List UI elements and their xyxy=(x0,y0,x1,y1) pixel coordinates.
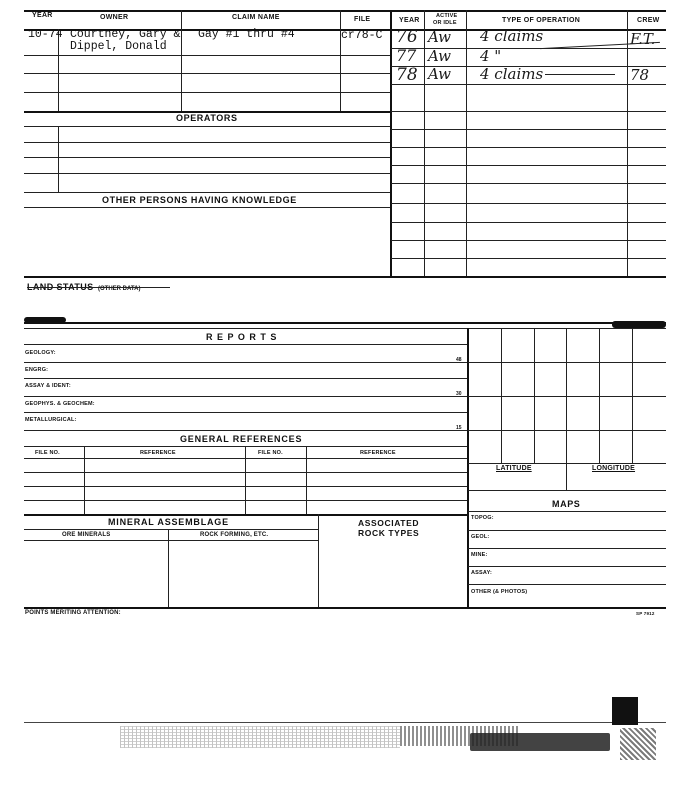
report-engrg-label: ENGRG: xyxy=(25,367,49,373)
activity-row xyxy=(391,240,666,241)
reports-title: R E P O R T S xyxy=(206,332,278,342)
grid-row xyxy=(468,396,666,397)
grid-row xyxy=(468,463,666,464)
land-status-underline xyxy=(27,287,170,288)
entry-1-year: 76 xyxy=(396,27,418,47)
grid-col xyxy=(566,328,567,490)
entry-3-year: 78 xyxy=(396,65,418,85)
entry-2-operation: 4 " xyxy=(480,47,502,65)
scan-dark-band xyxy=(470,733,610,751)
activity-row xyxy=(391,203,666,204)
report-metallurgical-label: METALLURGICAL: xyxy=(25,417,77,423)
entry-3-operation: 4 claims xyxy=(480,65,544,83)
assemblage-rule xyxy=(24,529,318,530)
grid-row xyxy=(468,362,666,363)
operators-row xyxy=(24,142,390,143)
report-geology-num: 48 xyxy=(456,357,462,363)
header-owner: OWNER xyxy=(100,14,129,21)
associated-line1: ASSOCIATED xyxy=(358,518,420,528)
maps-row xyxy=(468,530,666,531)
activity-left-border xyxy=(390,10,392,276)
form-code: SP 7912 xyxy=(636,611,655,616)
header-active-line2: OR IDLE xyxy=(433,20,457,26)
header-file: FILE xyxy=(354,16,371,23)
grid-row xyxy=(468,430,666,431)
ref-reference-1: REFERENCE xyxy=(140,450,176,456)
record-row-line xyxy=(24,92,390,93)
operators-title: OPERATORS xyxy=(176,113,238,123)
points-meriting: POINTS MERITING ATTENTION: xyxy=(25,610,121,616)
report-assay-label: ASSAY & IDENT: xyxy=(25,383,71,389)
record-file: cr78-C xyxy=(341,29,383,42)
references-divider xyxy=(245,446,246,514)
activity-row xyxy=(391,165,666,166)
header-claim-name: CLAIM NAME xyxy=(232,14,280,21)
operators-row xyxy=(24,157,390,158)
general-references-title: GENERAL REFERENCES xyxy=(180,434,303,444)
header-type-of-operation: TYPE OF OPERATION xyxy=(502,17,581,24)
activity-row xyxy=(391,147,666,148)
header-year-right: YEAR xyxy=(399,17,420,24)
reports-bottom-rule xyxy=(24,430,467,431)
report-metallurgical-num: 15 xyxy=(456,425,462,431)
entry-1-operation: 4 claims xyxy=(480,27,544,45)
maps-row xyxy=(468,584,666,585)
ref-reference-2: REFERENCE xyxy=(360,450,396,456)
map-mine-label: MINE: xyxy=(471,552,488,558)
report-geology-label: GEOLOGY: xyxy=(25,350,56,356)
ore-minerals-header: ORE MINERALS xyxy=(62,532,111,538)
land-status-subtitle: (OTHER DATA) xyxy=(98,286,141,292)
entry-3-crew: 78 xyxy=(630,66,650,84)
maps-title: MAPS xyxy=(552,499,581,509)
lower-top-rule-2 xyxy=(24,328,666,329)
record-owner-line1: Courtney, Gary & xyxy=(70,28,181,41)
latitude-label: LATITUDE xyxy=(496,465,532,472)
mineral-assemblage-title: MINERAL ASSEMBLAGE xyxy=(108,517,229,527)
coords-bottom-rule xyxy=(468,490,666,491)
reports-row xyxy=(24,396,467,397)
map-assay-label: ASSAY: xyxy=(471,570,493,576)
activity-row xyxy=(391,84,666,85)
map-geol-label: GEOL: xyxy=(471,534,490,540)
reports-row xyxy=(24,412,467,413)
top-border xyxy=(24,10,666,12)
assemblage-header-rule xyxy=(24,540,318,541)
map-other-label: OTHER (& PHOTOS) xyxy=(471,589,528,595)
land-status-title: LAND STATUS xyxy=(27,282,94,292)
other-persons-rule xyxy=(24,207,390,208)
record-row-line xyxy=(24,55,390,56)
file-divider xyxy=(340,10,341,111)
assemblage-inner-divider xyxy=(168,529,169,607)
entry-1-crew: F.T. xyxy=(630,30,656,48)
entry-3-status: Aw xyxy=(428,65,451,83)
entry-3-underline xyxy=(545,74,615,75)
entry-2-year: 77 xyxy=(396,46,417,65)
record-owner-line2: Dippel, Donald xyxy=(70,40,167,53)
reports-rule xyxy=(24,344,467,345)
operators-divider xyxy=(58,126,59,192)
longitude-label: LONGITUDE xyxy=(592,465,636,472)
scan-edge-line xyxy=(24,722,666,723)
operators-row xyxy=(24,173,390,174)
references-divider xyxy=(306,446,307,514)
references-row xyxy=(24,472,467,473)
scan-black-square xyxy=(612,697,638,725)
references-bottom-rule xyxy=(24,514,467,516)
record-claim-name: Gay #1 thru #4 xyxy=(198,28,295,41)
maps-row xyxy=(468,566,666,567)
ref-file-no-1: FILE NO. xyxy=(35,450,60,456)
activity-row xyxy=(391,183,666,184)
activity-year-divider xyxy=(424,10,425,276)
header-active-line1: ACTIVE xyxy=(436,13,458,19)
scan-noise-right xyxy=(620,728,656,760)
header-crew: CREW xyxy=(637,17,660,24)
land-status xyxy=(27,277,140,295)
record-row-line xyxy=(24,73,390,74)
activity-row xyxy=(391,129,666,130)
rock-forming-header: ROCK FORMING, ETC. xyxy=(200,532,269,538)
owner-divider xyxy=(58,29,59,111)
report-assay-num: 30 xyxy=(456,391,462,397)
references-row xyxy=(24,500,467,501)
assemblage-divider xyxy=(318,514,319,607)
reports-row xyxy=(24,362,467,363)
other-persons-title: OTHER PERSONS HAVING KNOWLEDGE xyxy=(102,195,297,205)
entry-2-status: Aw xyxy=(428,47,451,65)
operators-bottom-rule xyxy=(24,192,390,193)
activity-status-divider xyxy=(466,10,467,276)
entry-1-status: Aw xyxy=(428,28,451,46)
activity-row xyxy=(391,111,666,112)
maps-row xyxy=(468,548,666,549)
record-date: 10-74 xyxy=(28,28,63,41)
activity-row xyxy=(391,258,666,259)
map-topog-label: TOPOG: xyxy=(471,515,494,521)
scan-noise-left xyxy=(120,726,400,748)
activity-crew-divider xyxy=(627,10,628,276)
header-year: YEAR xyxy=(32,12,53,19)
claim-divider xyxy=(181,10,182,111)
references-divider xyxy=(84,446,85,514)
ref-file-no-2: FILE NO. xyxy=(258,450,283,456)
lower-top-rule xyxy=(24,322,666,324)
report-geophys-label: GEOPHYS. & GEOCHEM: xyxy=(25,401,95,407)
references-row xyxy=(24,486,467,487)
maps-rule xyxy=(468,511,666,512)
reports-row xyxy=(24,378,467,379)
operators-rule xyxy=(24,126,390,127)
lower-bottom-rule xyxy=(24,607,666,609)
associated-line2: ROCK TYPES xyxy=(358,528,420,538)
activity-row xyxy=(391,222,666,223)
